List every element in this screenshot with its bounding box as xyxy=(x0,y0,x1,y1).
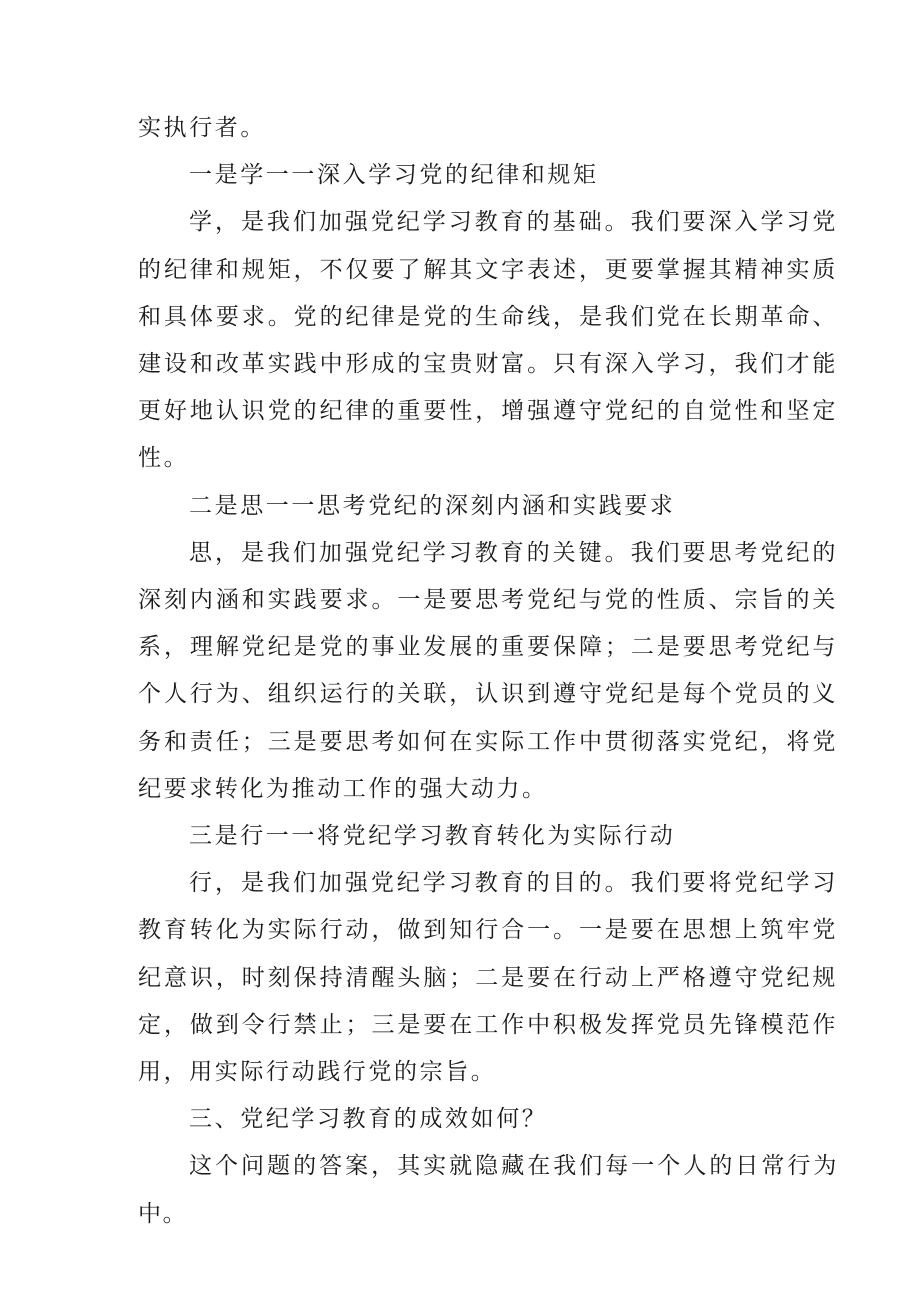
section-heading-think: 二是思一一思考党纪的深刻内涵和实践要求 xyxy=(189,492,676,519)
section-heading-results: 三、党纪学习教育的成效如何？ xyxy=(189,1106,548,1133)
paragraph-continuation: 实执行者。 xyxy=(138,115,266,141)
paragraph-act: 行，是我们加强党纪学习教育的目的。我们要将党纪学习教育转化为实际行动，做到知行合一。一是要在思想上筑牢党纪意识，时刻保持清醒头脑；二是要在行动上严格遵守党纪规定，做到令行禁止；三是要在工作中积极发挥党员先锋模范作用，用实际行动践行党的宗旨。 xyxy=(138,870,838,1086)
paragraph-study: 学，是我们加强党纪学习教育的基础。我们要深入学习党的纪律和规矩，不仅要了解其文字表述，更要掌握其精神实质和具体要求。党的纪律是党的生命线，是我们党在长期革命、建设和改革实践中形成的宝贵财富。只有深入学习，我们才能更好地认识党的纪律的重要性，增强遵守党纪的自觉性和坚定性。 xyxy=(138,209,838,472)
paragraph-think: 思，是我们加强党纪学习教育的关键。我们要思考党纪的深刻内涵和实践要求。一是要思考党纪与党的性质、宗旨的关系，理解党纪是党的事业发展的重要保障；二是要思考党纪与个人行为、组织运行的关联，认识到遵守党纪是每个党员的义务和责任；三是要思考如何在实际工作中贯彻落实党纪，将党纪要求转化为推动工作的强大动力。 xyxy=(138,539,838,802)
paragraph-results: 这个问题的答案，其实就隐藏在我们每一个人的日常行为中。 xyxy=(138,1153,838,1227)
section-heading-study: 一是学一一深入学习党的纪律和规矩 xyxy=(189,162,599,189)
document-page xyxy=(138,105,838,1238)
section-heading-act: 三是行一一将党纪学习教育转化为实际行动 xyxy=(189,823,676,850)
